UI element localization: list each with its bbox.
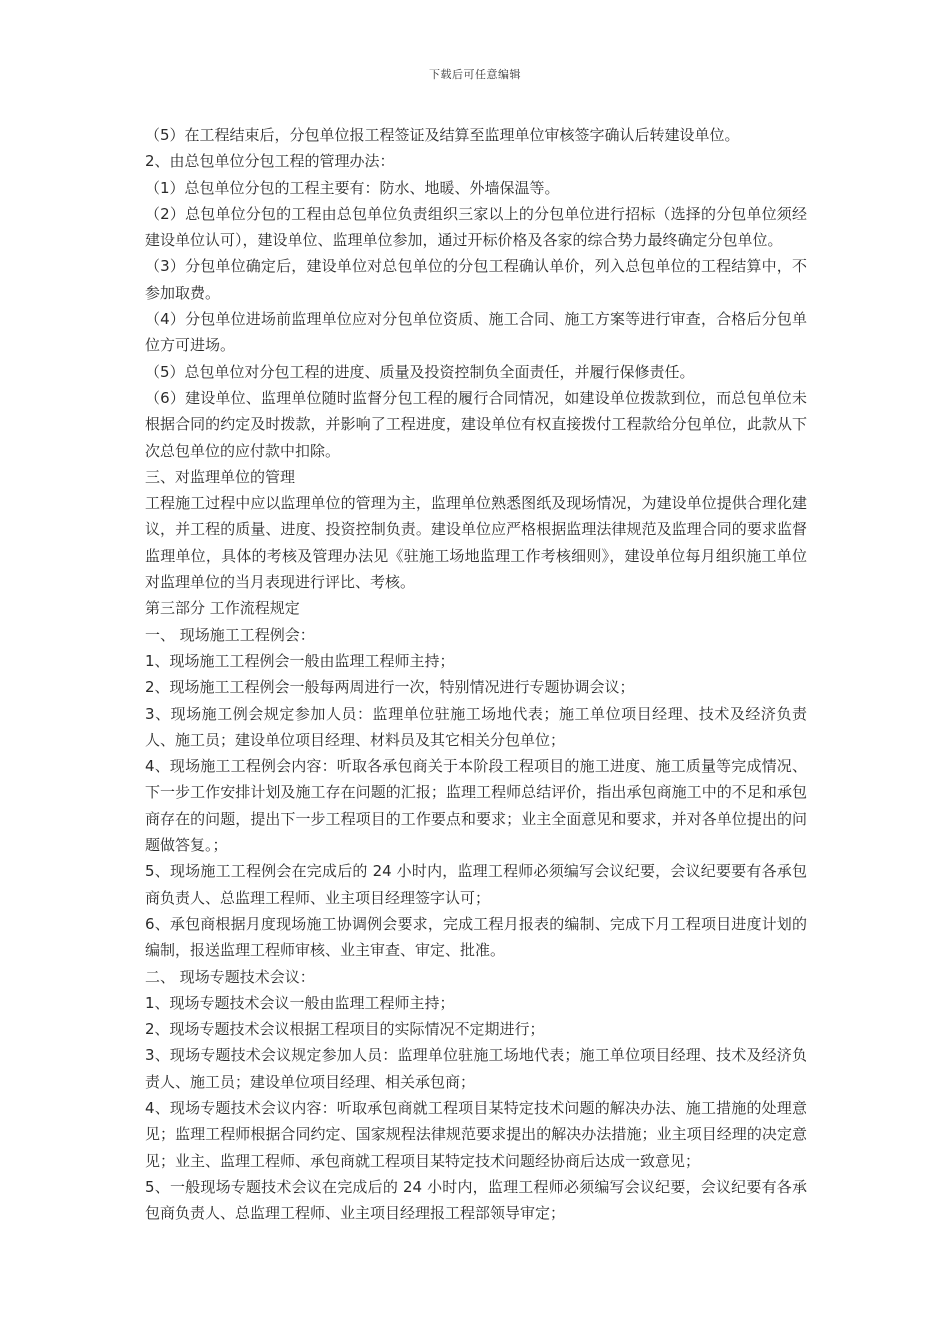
paragraph: 工程施工过程中应以监理单位的管理为主，监理单位熟悉图纸及现场情况，为建设单位提供合理化建议，并工程的质量、进度、投资控制负责。建设单位应严格根据监理法律规范及监理合同的要求监督监理单位，具体的考核及管理办法见《驻施工场地监理工作考核细则》，建设单位每月组织施工单位对监理单位的当月表现进行评比、考核。 xyxy=(145,494,807,592)
paragraph: 5、现场施工工程例会在完成后的 24 小时内，监理工程师必须编写会议纪要，会议纪要要有各承包商负责人、总监理工程师、业主项目经理签字认可； xyxy=(145,862,807,907)
section-heading: 一、 现场施工工程例会： xyxy=(145,625,315,644)
paragraph: （5）总包单位对分包工程的进度、质量及投资控制负全面责任，并履行保修责任。 xyxy=(145,362,695,381)
paragraph: 3、现场专题技术会议规定参加人员：监理单位驻施工场地代表；施工单位项目经理、技术及经济负责人、施工员；建设单位项目经理、相关承包商； xyxy=(145,1046,807,1091)
paragraph: 3、现场施工例会规定参加人员：监理单位驻施工场地代表；施工单位项目经理、技术及经济负责人、施工员；建设单位项目经理、材料员及其它相关分包单位； xyxy=(145,704,807,749)
paragraph: 1、现场专题技术会议一般由监理工程师主持； xyxy=(145,993,455,1012)
page-header-note: 下载后可任意编辑 xyxy=(429,68,521,81)
paragraph: （1）总包单位分包的工程主要有：防水、地暖、外墙保温等。 xyxy=(145,178,560,197)
paragraph: 1、现场施工工程例会一般由监理工程师主持； xyxy=(145,651,455,670)
paragraph: 5、一般现场专题技术会议在完成后的 24 小时内，监理工程师必须编写会议纪要，会议纪要有各承包商负责人、总监理工程师、业主项目经理报工程部领导审定； xyxy=(145,1177,807,1223)
section-heading: 二、 现场专题技术会议： xyxy=(145,967,315,986)
paragraph: 4、现场专题技术会议内容：听取承包商就工程项目某特定技术问题的解决办法、施工措施的处理意见；监理工程师根据合同约定、国家规程法律规范要求提出的解决办法措施；业主项目经理的决定意见；业主、监理工程师、承包商就工程项目某特定技术问题经协商后达成一致意见； xyxy=(145,1098,807,1170)
document-body xyxy=(145,122,807,1226)
paragraph: 2、现场施工工程例会一般每两周进行一次，特别情况进行专题协调会议； xyxy=(145,678,635,697)
section-heading: 第三部分 工作流程规定 xyxy=(145,599,300,618)
paragraph: （5）在工程结束后，分包单位报工程签证及结算至监理单位审核签字确认后转建设单位。 xyxy=(145,126,740,144)
paragraph: 2、由总包单位分包工程的管理办法： xyxy=(145,152,395,171)
paragraph: （3）分包单位确定后，建设单位对总包单位的分包工程确认单价，列入总包单位的工程结算中，不参加取费。 xyxy=(145,257,807,302)
paragraph: 6、承包商根据月度现场施工协调例会要求，完成工程月报表的编制、完成下月工程项目进度计划的编制，报送监理工程师审核、业主审查、审定、批准。 xyxy=(145,914,807,960)
paragraph: （2）总包单位分包的工程由总包单位负责组织三家以上的分包单位进行招标（选择的分包单位须经建设单位认可），建设单位、监理单位参加，通过开标价格及各家的综合势力最终确定分包单位。 xyxy=(145,204,807,250)
paragraph: （6）建设单位、监理单位随时监督分包工程的履行合同情况，如建设单位拨款到位，而总包单位未根据合同的约定及时拨款，并影响了工程进度，建设单位有权直接拨付工程款给分包单位，此款从下次总包单位的应付款中扣除。 xyxy=(145,388,807,460)
section-heading: 三、对监理单位的管理 xyxy=(145,467,296,486)
paragraph: 2、现场专题技术会议根据工程项目的实际情况不定期进行； xyxy=(145,1020,545,1039)
paragraph: （4）分包单位进场前监理单位应对分包单位资质、施工合同、施工方案等进行审查，合格后分包单位方可进场。 xyxy=(145,310,807,355)
paragraph: 4、现场施工工程例会内容：听取各承包商关于本阶段工程项目的施工进度、施工质量等完成情况、下一步工作安排计划及施工存在问题的汇报；监理工程师总结评价，指出承包商施工中的不足和承包商存在的问题，提出下一步工程项目的工作要点和要求；业主全面意见和要求，并对各单位提出的问题做答复。； xyxy=(145,757,807,855)
